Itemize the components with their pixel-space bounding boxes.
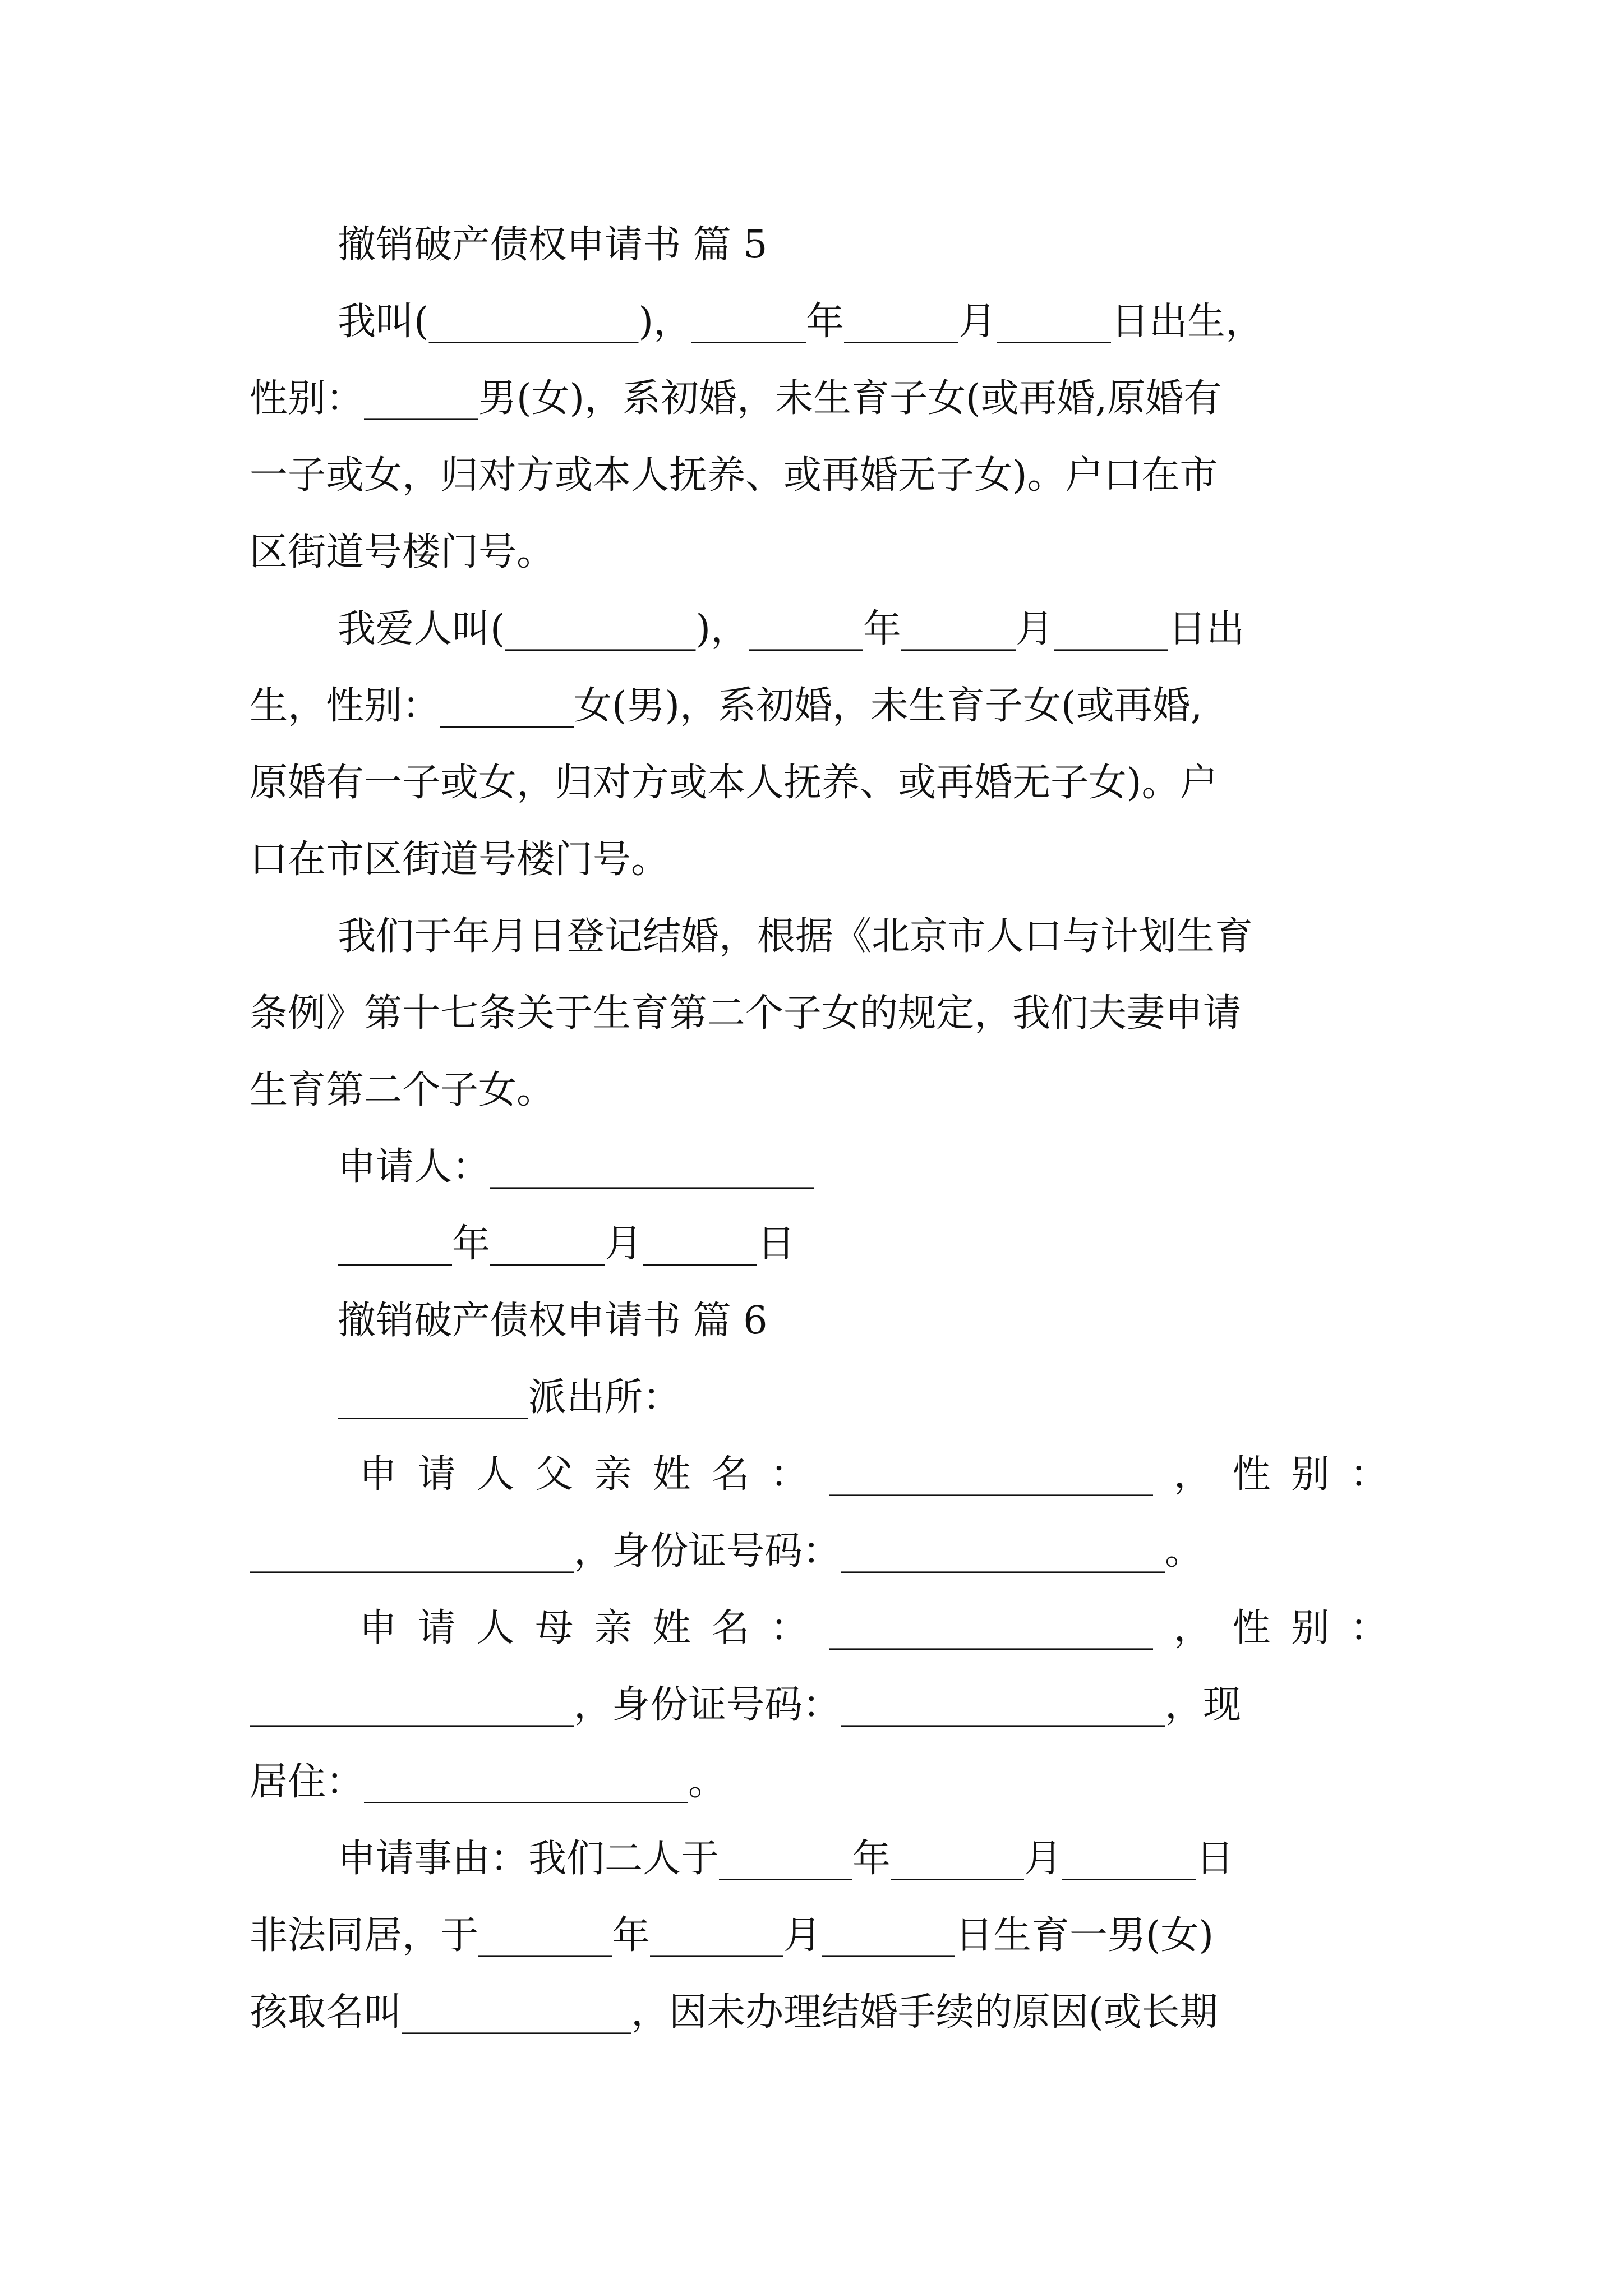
spouse-custody-line: 原婚有一子或女，归对方或本人抚养、或再婚无子女)。户 [250,761,1218,805]
applicant-signature-line: 申请人：_________________ [338,1145,815,1189]
police-station-line: __________派出所： [338,1375,681,1420]
mother-name-line: 申请人母亲姓名：_________________，性别： [359,1606,1388,1650]
applicant-custody-line: 一子或女，归对方或本人抚养、或再婚无子女)。户口在市 [250,453,1218,498]
document-page [250,206,1388,2051]
marriage-registration-line: 我们于年月日登记结婚，根据《北京市人口与计划生育 [338,914,1253,959]
father-id-line: _________________，身份证号码：_________________。 [250,1529,1204,1573]
reason-line: 申请事由：我们二人于_______年_______月_______日 [338,1837,1234,1881]
child-name-line: 孩取名叫____________，因未办理结婚手续的原因(或长期 [250,1990,1218,2035]
mother-id-line: _________________，身份证号码：_________________，现 [250,1683,1242,1727]
applicant-gender-line: 性别：______男(女)，系初婚，未生育子女(或再婚,原婚有 [250,376,1222,421]
applicant-name-line: 我叫(___________)，______年______月______日出生， [338,300,1264,344]
signature-date-line: ______年______月______日 [338,1222,796,1266]
spouse-gender-line: 生，性别：_______女(男)，系初婚，未生育子女(或再婚, [250,684,1203,728]
applicant-address-line: 区街道号楼门号。 [250,530,555,574]
spouse-name-line: 我爱人叫(__________)，______年______月______日出 [338,607,1245,651]
father-name-line: 申请人父亲姓名：_________________，性别： [359,1452,1388,1497]
cohabitation-line: 非法同居，于_______年_______月_______日生育一男(女) [250,1913,1214,1958]
spouse-address-line: 口在市区街道号楼门号。 [250,838,670,882]
section-5-heading: 撤销破产债权申请书 篇 5 [338,223,768,267]
regulation-line: 条例》第十七条关于生育第二个子女的规定，我们夫妻申请 [250,991,1242,1036]
section-6-heading: 撤销破产债权申请书 篇 6 [338,1299,768,1343]
request-line: 生育第二个子女。 [250,1068,555,1112]
residence-line: 居住：_________________。 [250,1760,727,1804]
